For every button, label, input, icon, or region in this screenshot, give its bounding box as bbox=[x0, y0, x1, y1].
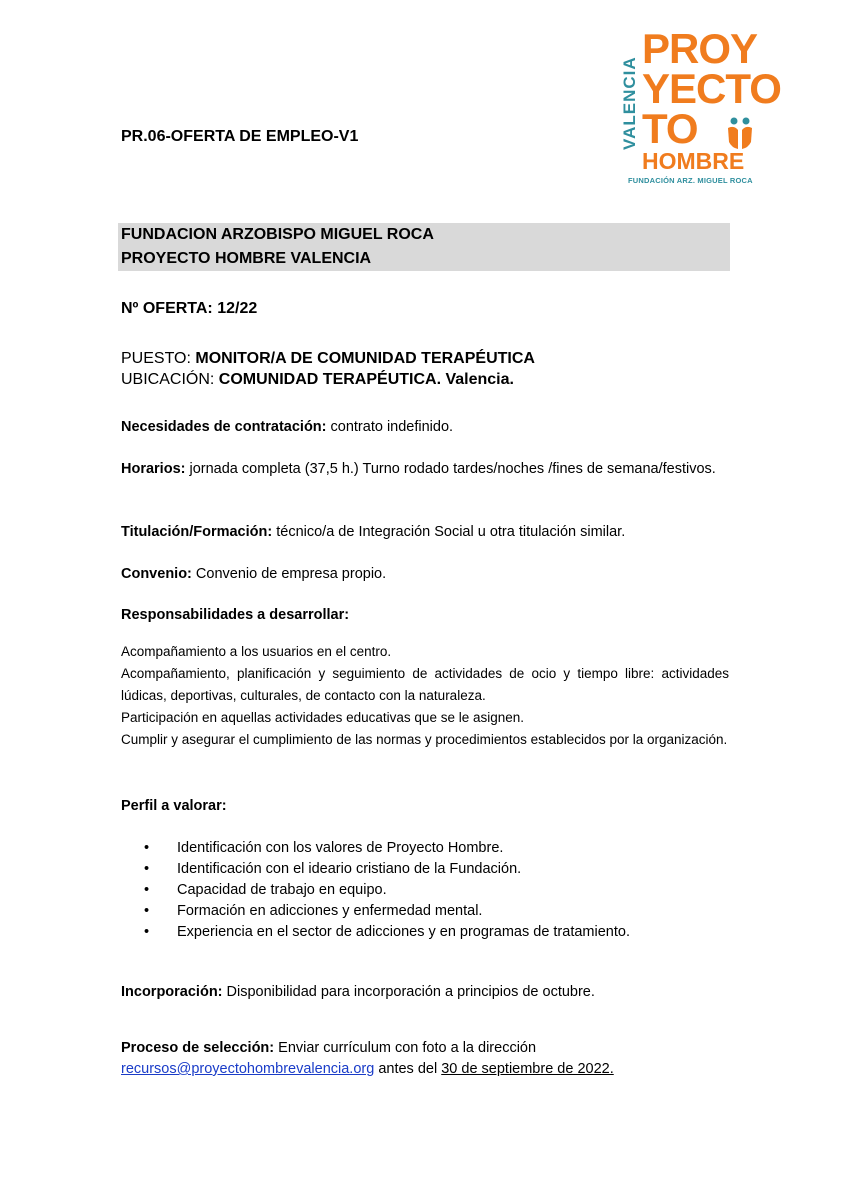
bullet-icon: • bbox=[144, 924, 150, 940]
schedule bbox=[121, 459, 731, 480]
bullet-icon: • bbox=[144, 903, 150, 919]
organization-block bbox=[118, 223, 730, 271]
selection-process-line bbox=[121, 1038, 731, 1059]
start-date bbox=[121, 982, 731, 1003]
responsibilities-title-text: Responsabilidades a desarrollar: bbox=[121, 607, 350, 623]
organization-name: FUNDACION ARZOBISPO MIGUEL ROCA bbox=[118, 223, 730, 247]
organization-program: PROYECTO HOMBRE VALENCIA bbox=[118, 247, 730, 271]
position-line bbox=[121, 348, 535, 369]
hiring-needs-label: Necesidades de contratación: bbox=[121, 419, 327, 435]
logo-line-3 bbox=[642, 105, 698, 152]
agreement bbox=[121, 564, 731, 585]
profile-item-text: Formación en adicciones y enfermedad mental. bbox=[177, 903, 483, 919]
profile-item-text: Capacidad de trabajo en equipo. bbox=[177, 882, 387, 898]
hiring-needs bbox=[121, 417, 731, 438]
logo-line-2-text: YECTO bbox=[642, 65, 781, 112]
email-link[interactable]: recursos@proyectohombrevalencia.org bbox=[121, 1061, 375, 1077]
bullet-icon: • bbox=[144, 861, 150, 877]
position-value: MONITOR/A DE COMUNIDAD TERAPÉUTICA bbox=[195, 350, 535, 367]
bullet-icon: • bbox=[144, 840, 150, 856]
logo-vertical-text bbox=[620, 50, 642, 150]
logo-subtitle: FUNDACIÓN ARZ. MIGUEL ROCA bbox=[628, 176, 753, 185]
profile-item bbox=[121, 859, 729, 880]
selection-process-value: Enviar currículum con foto a la dirección bbox=[274, 1040, 537, 1056]
profile-item bbox=[121, 838, 729, 859]
deadline-date: 30 de septiembre de 2022. bbox=[441, 1061, 614, 1077]
profile-list bbox=[121, 838, 729, 943]
selection-process-contact bbox=[121, 1059, 731, 1080]
responsibilities-title bbox=[121, 605, 731, 626]
responsibility-item: Participación en aquellas actividades educativas que se le asignen. bbox=[121, 710, 525, 725]
deadline-prefix: antes del bbox=[374, 1061, 442, 1077]
profile-item bbox=[121, 901, 729, 922]
position-block bbox=[121, 348, 535, 390]
logo-line-3-text: TO bbox=[642, 105, 698, 152]
logo-figures-icon bbox=[720, 116, 760, 150]
profile-title bbox=[121, 796, 731, 817]
logo-line-2 bbox=[642, 65, 781, 112]
schedule-value: jornada completa (37,5 h.) Turno rodado tardes/noches /fines de semana/festivos. bbox=[185, 461, 716, 477]
schedule-label: Horarios: bbox=[121, 461, 186, 477]
logo-hombre-text: HOMBRE bbox=[642, 148, 745, 174]
logo-line-1 bbox=[642, 25, 758, 72]
hiring-needs-value: contrato indefinido. bbox=[326, 419, 454, 435]
location-value: COMUNIDAD TERAPÉUTICA. Valencia. bbox=[218, 371, 514, 388]
qualification bbox=[121, 522, 731, 543]
responsibility-item: Acompañamiento a los usuarios en el centro. bbox=[121, 644, 392, 659]
selection-process-label: Proceso de selección: bbox=[121, 1040, 275, 1056]
responsibilities-list bbox=[121, 641, 729, 751]
profile-item-text: Identificación con los valores de Proyecto Hombre. bbox=[177, 840, 504, 856]
profile-item-text: Identificación con el ideario cristiano de la Fundación. bbox=[177, 861, 522, 877]
responsibility-item: Acompañamiento, planificación y seguimiento de actividades de ocio y tiempo libre: actividades lúdicas, deportivas, culturales, de contacto con la naturaleza. bbox=[121, 666, 729, 703]
logo-valencia-text: VALENCIA bbox=[620, 56, 639, 150]
document-code: PR.06-OFERTA DE EMPLEO-V1 bbox=[121, 128, 359, 145]
proyecto-hombre-logo bbox=[620, 25, 781, 188]
profile-title-text: Perfil a valorar: bbox=[121, 798, 227, 814]
bullet-icon: • bbox=[144, 882, 150, 898]
qualification-label: Titulación/Formación: bbox=[121, 524, 273, 540]
profile-item-text: Experiencia en el sector de adicciones y en programas de tratamiento. bbox=[177, 924, 630, 940]
location-label: UBICACIÓN: bbox=[121, 371, 219, 388]
agreement-label: Convenio: bbox=[121, 566, 192, 582]
logo-line-1-y: Y bbox=[730, 25, 758, 72]
logo-line-1-text: PRO bbox=[642, 25, 731, 72]
offer-number: Nº OFERTA: 12/22 bbox=[121, 300, 258, 317]
position-label: PUESTO: bbox=[121, 350, 196, 367]
start-date-value: Disponibilidad para incorporación a principios de octubre. bbox=[222, 984, 595, 1000]
selection-process bbox=[121, 1038, 731, 1080]
responsibility-item: Cumplir y asegurar el cumplimiento de las normas y procedimientos establecidos por la organización. bbox=[121, 732, 728, 747]
start-date-label: Incorporación: bbox=[121, 984, 223, 1000]
logo-line-4 bbox=[642, 150, 744, 173]
agreement-value: Convenio de empresa propio. bbox=[191, 566, 387, 582]
profile-item bbox=[121, 922, 729, 943]
profile-item bbox=[121, 880, 729, 901]
location-line bbox=[121, 369, 535, 390]
qualification-value: técnico/a de Integración Social u otra titulación similar. bbox=[272, 524, 626, 540]
